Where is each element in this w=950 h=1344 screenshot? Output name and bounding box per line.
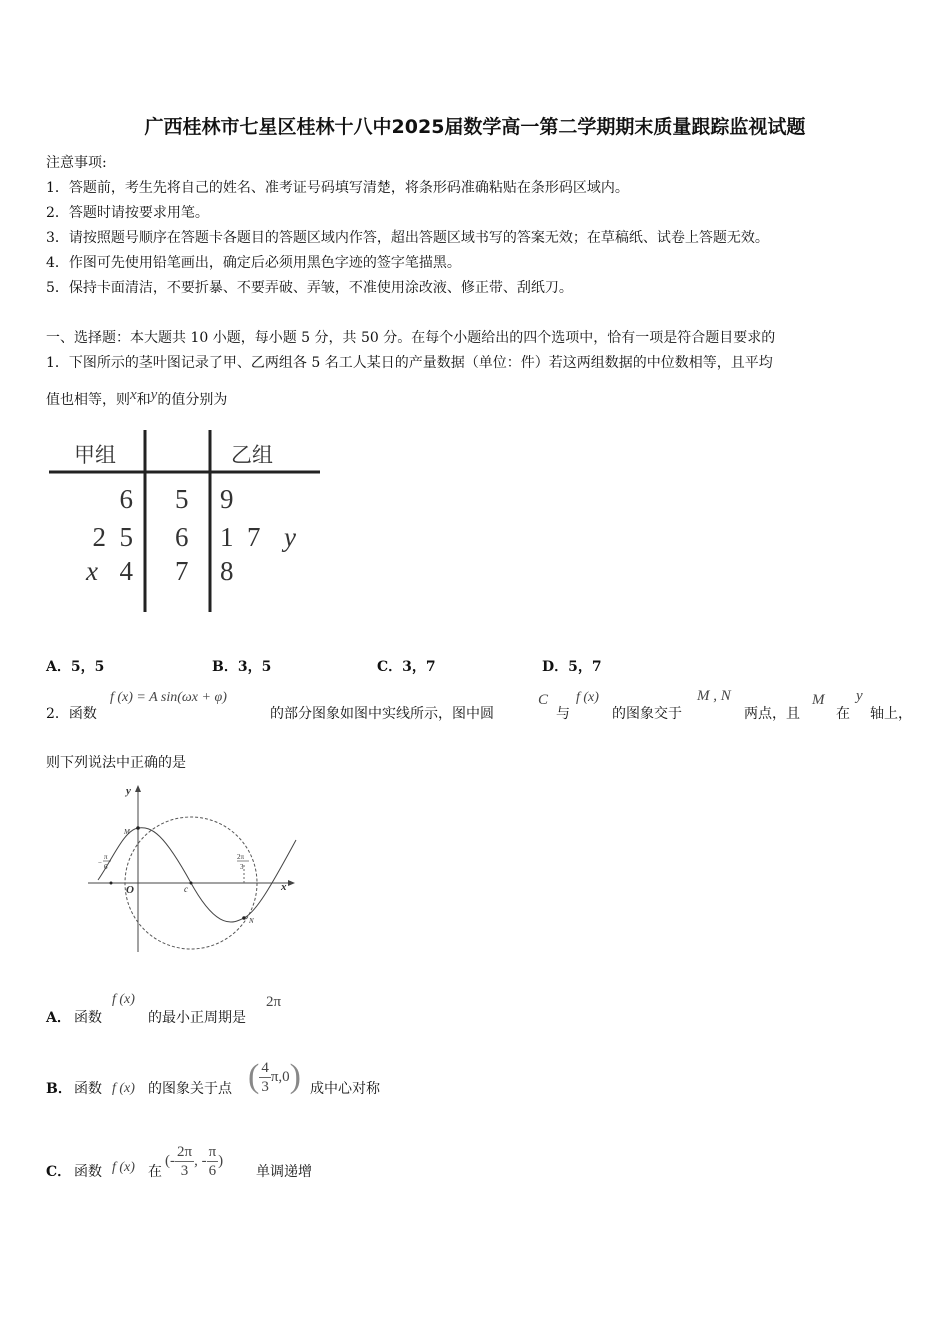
label-two-pi: 2π: [237, 853, 245, 861]
paren-open: (: [248, 1058, 260, 1095]
q2-option-b-text: 的图象关于点: [148, 1081, 232, 1097]
label-y: y: [126, 785, 131, 797]
q2-mn: M , N: [697, 688, 731, 704]
point-c: [190, 882, 193, 885]
sine-curve: [98, 828, 296, 922]
right-header: 乙组: [231, 443, 273, 467]
y-axis-arrow: [135, 785, 141, 792]
fraction: $\frac{4}{3}$: [261, 1059, 269, 1095]
q2-option-b-fx: f (x): [112, 1081, 135, 1096]
q2-text: 轴上，: [870, 706, 912, 722]
q1-option-d: D．5，7: [542, 659, 602, 675]
q2-text-line2: 则下列说法中正确的是: [46, 755, 186, 771]
stem: 7: [175, 556, 189, 586]
stem: 6: [175, 522, 189, 552]
q2-text: 的部分图象如图中实线所示，图中圆: [270, 706, 494, 722]
fraction: $\frac{\pi}{6}$: [208, 1143, 217, 1179]
q2-option-a-text: 函数: [74, 1010, 102, 1026]
leaf-left: 4: [119, 556, 133, 586]
q2-option-a-fx: f (x): [112, 992, 135, 1007]
point-neg-pi6: [110, 882, 113, 885]
q2-text: 与: [556, 706, 570, 722]
q2-option-a-value: 2π: [266, 994, 282, 1010]
point-m: [136, 826, 140, 830]
q2-option-b-text: 成中心对称: [310, 1081, 380, 1097]
page-title: 广西桂林市七星区桂林十八中2025届数学高一第二学期期末质量跟踪监视试题: [144, 116, 806, 138]
point-n: [242, 916, 246, 920]
leaf-left: 6: [119, 484, 133, 514]
q1-option-c: C．3，7: [377, 659, 436, 675]
leaf-left: 2 5: [92, 522, 133, 552]
q2-option-c-interval: (- $\frac{2\pi}{3}$ , - $\frac{\pi}{6}$ ): [165, 1143, 224, 1179]
q2-option-b-text: 函数: [74, 1081, 102, 1097]
leaf-right: 1 7: [220, 522, 261, 552]
stem-leaf-table: [46, 425, 326, 620]
q1-option-a: A．5，5: [46, 659, 105, 675]
leaf-right: 9: [220, 484, 234, 514]
q2-option-c-text: 在: [148, 1164, 162, 1180]
leaf-right: 8: [220, 556, 234, 586]
stem: 5: [175, 484, 189, 514]
label-c: c: [184, 884, 188, 894]
q2-function: f (x) = A sin(ωx + φ): [110, 690, 227, 705]
x-axis-arrow: [288, 880, 295, 886]
leaf-var-y: y: [284, 522, 296, 552]
q2-prefix: 2．函数: [46, 706, 97, 722]
section-heading: 一、选择题：本大题共 10 小题，每小题 5 分，共 50 分。在每个小题给出的四个选项中，恰有一项是符合题目要求的: [46, 330, 776, 346]
q2-m: M: [812, 692, 825, 708]
q2-graph: [84, 780, 304, 958]
q2-text: 两点，且: [744, 706, 800, 722]
q2-option-b-point: ( $\frac{4}{3}$ π,0 ): [248, 1052, 301, 1102]
label-two-pi-den: 3: [240, 863, 244, 871]
q2-fx: f (x): [576, 690, 599, 705]
notice-heading: 注意事项:: [46, 155, 107, 171]
label-neg-pi-den: 6: [104, 863, 108, 871]
notice-item: 3．请按照题号顺序在答题卡各题目的答题区域内作答，超出答题区域书写的答案无效；在草稿纸、试卷上答题无效。: [46, 230, 769, 246]
leaf-var-x: x: [86, 556, 98, 586]
q2-text: 的图象交于: [612, 706, 682, 722]
q2-circle-c: C: [538, 692, 549, 708]
q1-option-b: B．3，5: [212, 659, 272, 675]
fraction: $\frac{2\pi}{3}$: [177, 1143, 193, 1179]
paren-close: ): [289, 1058, 301, 1095]
label-neg-pi: π: [104, 853, 108, 861]
notice-item: 2．答题时请按要求用笔。: [46, 205, 209, 221]
label-x: x: [281, 881, 287, 893]
q2-y: y: [856, 688, 863, 704]
label-n: N: [249, 917, 254, 925]
q1-text-line2: 值也相等，则x和y的值分别为: [46, 387, 228, 408]
q2-option-c-fx: f (x): [112, 1160, 135, 1175]
label-neg-sign: −: [98, 859, 102, 867]
q2-option-a-label: A．: [46, 1010, 71, 1026]
q2-text: 在: [836, 706, 850, 722]
q2-option-c-text: 函数: [74, 1164, 102, 1180]
q1-text-line1: 1．下图所示的茎叶图记录了甲、乙两组各 5 名工人某日的产量数据（单位：件）若这两组数据的中位数相等，且平均: [46, 355, 773, 371]
notice-item: 5．保持卡面清洁，不要折暴、不要弄破、弄皱，不准使用涂改液、修正带、刮纸刀。: [46, 280, 573, 296]
q2-option-c-text: 单调递增: [256, 1164, 312, 1180]
left-header: 甲组: [74, 443, 116, 467]
notice-item: 1．答题前，考生先将自己的姓名、准考证号码填写清楚，将条形码准确粘贴在条形码区域内。: [46, 180, 629, 196]
label-m: M: [124, 828, 130, 836]
notice-item: 4．作图可先使用铅笔画出，确定后必须用黑色字迹的签字笔描黑。: [46, 255, 461, 271]
q2-option-a-text: 的最小正周期是: [148, 1010, 246, 1026]
q2-option-b-label: B．: [46, 1081, 72, 1097]
label-o: O: [126, 884, 134, 896]
q2-option-c-label: C．: [46, 1164, 72, 1180]
